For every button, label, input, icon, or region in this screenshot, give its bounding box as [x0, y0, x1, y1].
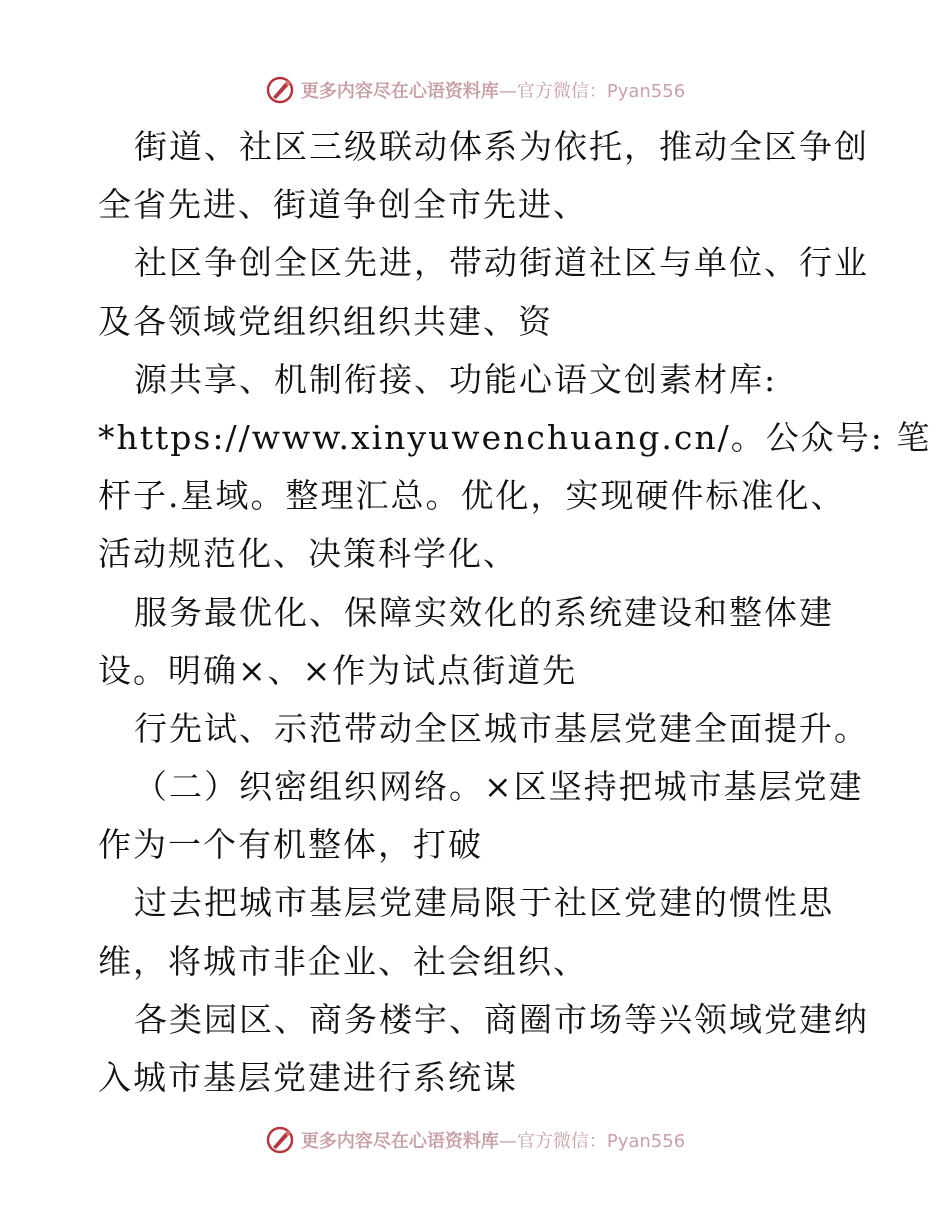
text-line: 维，将城市非企业、社会组织、 — [98, 941, 588, 981]
text-line-url: *https://www.xinyuwenchuang.cn/。公众号: 笔 — [98, 417, 932, 457]
header-banner — [0, 70, 950, 110]
banner-separator: — — [498, 1131, 517, 1152]
document-body — [98, 118, 932, 1107]
logo-icon — [265, 1125, 295, 1155]
text-line: 服务最优化、保障实效化的系统建设和整体建 — [134, 592, 834, 632]
banner-title: 更多内容尽在心语资料库 — [300, 1131, 499, 1152]
text-line: 活动规范化、决策科学化、 — [98, 534, 518, 574]
text-line: 社区争创全区先进，带动街道社区与单位、行业 — [134, 243, 869, 283]
banner-text — [301, 1127, 685, 1153]
text-line: 入城市基层党建进行系统谋 — [98, 1058, 518, 1097]
text-line: 过去把城市基层党建局限于社区党建的惯性思 — [134, 883, 834, 923]
text-line: 全省先进、街道争创全市先进、 — [98, 185, 588, 225]
logo-icon — [265, 75, 295, 105]
text-line: 行先试、示范带动全区城市基层党建全面提升。 — [134, 708, 869, 748]
text-line: 杆子.星域。整理汇总。优化，实现硬件标准化、 — [98, 476, 846, 516]
footer-banner — [0, 1120, 950, 1160]
banner-wechat: 官方微信：Pyan556 — [516, 81, 686, 102]
text-line: 及各领域党组织组织共建、资 — [98, 301, 553, 341]
banner-text — [301, 77, 685, 103]
text-line: 源共享、机制衔接、功能心语文创素材库: — [134, 359, 778, 399]
text-line: 各类园区、商务楼宇、商圈市场等兴领域党建纳 — [134, 999, 869, 1039]
banner-wechat: 官方微信：Pyan556 — [516, 1131, 686, 1152]
text-line: 街道、社区三级联动体系为依托，推动全区争创 — [134, 127, 869, 166]
text-line: 设。明确×、×作为试点街道先 — [98, 650, 578, 690]
text-line: 作为一个有机整体，打破 — [98, 825, 483, 865]
banner-title: 更多内容尽在心语资料库 — [300, 81, 499, 102]
banner-separator: — — [498, 81, 517, 102]
text-line: （二）织密组织网络。×区坚持把城市基层党建 — [134, 767, 864, 807]
